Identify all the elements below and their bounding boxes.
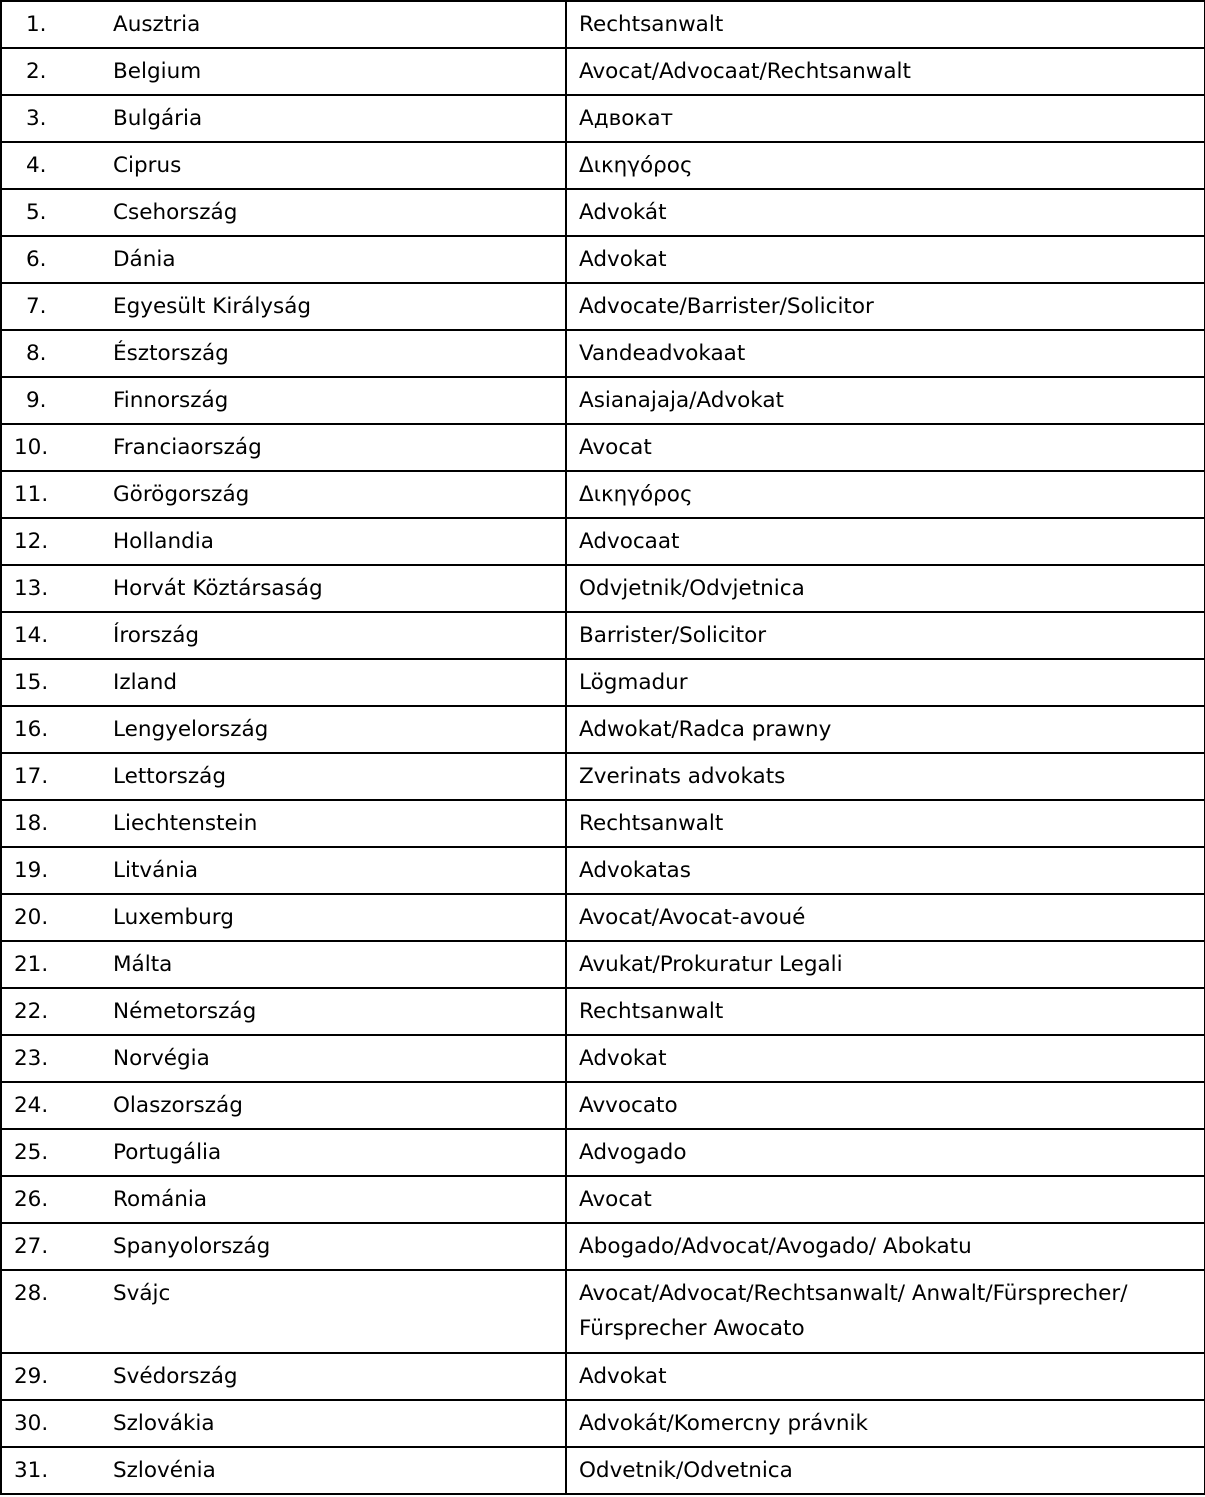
professional-title: Advogado [566, 1129, 1205, 1176]
table-row [1, 142, 1205, 189]
professional-title: Δικηγόρος [566, 142, 1205, 189]
country-name: Olaszország [97, 1082, 566, 1129]
country-name: Németország [97, 988, 566, 1035]
country-name: Liechtenstein [97, 800, 566, 847]
row-number: 9. [1, 377, 97, 424]
table-row [1, 1400, 1205, 1447]
professional-title: Advokat [566, 236, 1205, 283]
professional-title: Vandeadvokaat [566, 330, 1205, 377]
country-name: Svájc [97, 1270, 566, 1353]
professional-title: Δικηγόρος [566, 471, 1205, 518]
row-number: 17. [1, 753, 97, 800]
table-row [1, 283, 1205, 330]
table-body [1, 1, 1205, 1494]
country-name: Ciprus [97, 142, 566, 189]
table-row [1, 800, 1205, 847]
professional-title: Avvocato [566, 1082, 1205, 1129]
row-number: 1. [1, 1, 97, 48]
country-name: Bulgária [97, 95, 566, 142]
table-row [1, 518, 1205, 565]
country-name: Izland [97, 659, 566, 706]
table-row [1, 1, 1205, 48]
table-row [1, 894, 1205, 941]
professional-title: Rechtsanwalt [566, 988, 1205, 1035]
professional-title: Odvetnik/Odvetnica [566, 1447, 1205, 1494]
table-row [1, 1223, 1205, 1270]
professional-title: Abogado/Advocat/Avogado/ Abokatu [566, 1223, 1205, 1270]
professional-title: Advokát [566, 189, 1205, 236]
table-row [1, 706, 1205, 753]
country-name: Norvégia [97, 1035, 566, 1082]
row-number: 6. [1, 236, 97, 283]
row-number: 4. [1, 142, 97, 189]
professional-title: Адвокат [566, 95, 1205, 142]
row-number: 20. [1, 894, 97, 941]
row-number: 7. [1, 283, 97, 330]
professional-title: Lögmadur [566, 659, 1205, 706]
table-row [1, 330, 1205, 377]
row-number: 19. [1, 847, 97, 894]
table-row [1, 612, 1205, 659]
row-number: 15. [1, 659, 97, 706]
table-row [1, 1353, 1205, 1400]
table-row [1, 95, 1205, 142]
row-number: 29. [1, 1353, 97, 1400]
country-name: Ausztria [97, 1, 566, 48]
professional-title: Advocate/Barrister/Solicitor [566, 283, 1205, 330]
professional-title: Advokat [566, 1035, 1205, 1082]
country-name: Írország [97, 612, 566, 659]
professional-title: Avocat/Advocaat/Rechtsanwalt [566, 48, 1205, 95]
table-row [1, 377, 1205, 424]
country-name: Lettország [97, 753, 566, 800]
professional-title: Advokatas [566, 847, 1205, 894]
country-name: Franciaország [97, 424, 566, 471]
row-number: 12. [1, 518, 97, 565]
professional-title: Avocat/Advocat/Rechtsanwalt/ Anwalt/Fürsprecher/ Fürsprecher Awocato [566, 1270, 1205, 1353]
row-number: 8. [1, 330, 97, 377]
table-row [1, 1270, 1205, 1353]
professional-title: Advokat [566, 1353, 1205, 1400]
table-row [1, 941, 1205, 988]
row-number: 27. [1, 1223, 97, 1270]
table-row [1, 1447, 1205, 1494]
row-number: 21. [1, 941, 97, 988]
professional-title: Adwokat/Radca prawny [566, 706, 1205, 753]
country-name: Hollandia [97, 518, 566, 565]
country-name: Luxemburg [97, 894, 566, 941]
country-name: Horvát Köztársaság [97, 565, 566, 612]
table-row [1, 189, 1205, 236]
country-name: Portugália [97, 1129, 566, 1176]
table-row [1, 1176, 1205, 1223]
country-name: Csehország [97, 189, 566, 236]
country-name: Szlovénia [97, 1447, 566, 1494]
country-name: Svédország [97, 1353, 566, 1400]
country-name: Románia [97, 1176, 566, 1223]
table-row [1, 471, 1205, 518]
country-name: Szlovákia [97, 1400, 566, 1447]
row-number: 2. [1, 48, 97, 95]
row-number: 16. [1, 706, 97, 753]
row-number: 18. [1, 800, 97, 847]
professional-title: Zverinats advokats [566, 753, 1205, 800]
professional-title: Avukat/Prokuratur Legali [566, 941, 1205, 988]
professional-title: Odvjetnik/Odvjetnica [566, 565, 1205, 612]
professional-title: Asianajaja/Advokat [566, 377, 1205, 424]
row-number: 5. [1, 189, 97, 236]
country-name: Litvánia [97, 847, 566, 894]
country-name: Málta [97, 941, 566, 988]
country-name: Spanyolország [97, 1223, 566, 1270]
row-number: 10. [1, 424, 97, 471]
professional-title: Advokát/Komercny právnik [566, 1400, 1205, 1447]
country-name: Finnország [97, 377, 566, 424]
table-row [1, 659, 1205, 706]
professional-title: Barrister/Solicitor [566, 612, 1205, 659]
professional-title: Avocat [566, 1176, 1205, 1223]
table-row [1, 1129, 1205, 1176]
country-name: Görögország [97, 471, 566, 518]
row-number: 26. [1, 1176, 97, 1223]
professional-title: Advocaat [566, 518, 1205, 565]
professional-title: Rechtsanwalt [566, 800, 1205, 847]
row-number: 3. [1, 95, 97, 142]
table-row [1, 753, 1205, 800]
table-row [1, 236, 1205, 283]
row-number: 23. [1, 1035, 97, 1082]
row-number: 31. [1, 1447, 97, 1494]
country-name: Dánia [97, 236, 566, 283]
table-row [1, 565, 1205, 612]
table-row [1, 1082, 1205, 1129]
table-row [1, 48, 1205, 95]
row-number: 24. [1, 1082, 97, 1129]
row-number: 28. [1, 1270, 97, 1353]
row-number: 13. [1, 565, 97, 612]
table-row [1, 847, 1205, 894]
professional-title: Avocat [566, 424, 1205, 471]
table-row [1, 424, 1205, 471]
row-number: 22. [1, 988, 97, 1035]
country-name: Lengyelország [97, 706, 566, 753]
country-name: Egyesült Királyság [97, 283, 566, 330]
row-number: 11. [1, 471, 97, 518]
professional-title: Avocat/Avocat-avoué [566, 894, 1205, 941]
country-name: Észtország [97, 330, 566, 377]
table-row [1, 1035, 1205, 1082]
row-number: 30. [1, 1400, 97, 1447]
table-row [1, 988, 1205, 1035]
country-name: Belgium [97, 48, 566, 95]
professional-title: Rechtsanwalt [566, 1, 1205, 48]
row-number: 25. [1, 1129, 97, 1176]
row-number: 14. [1, 612, 97, 659]
